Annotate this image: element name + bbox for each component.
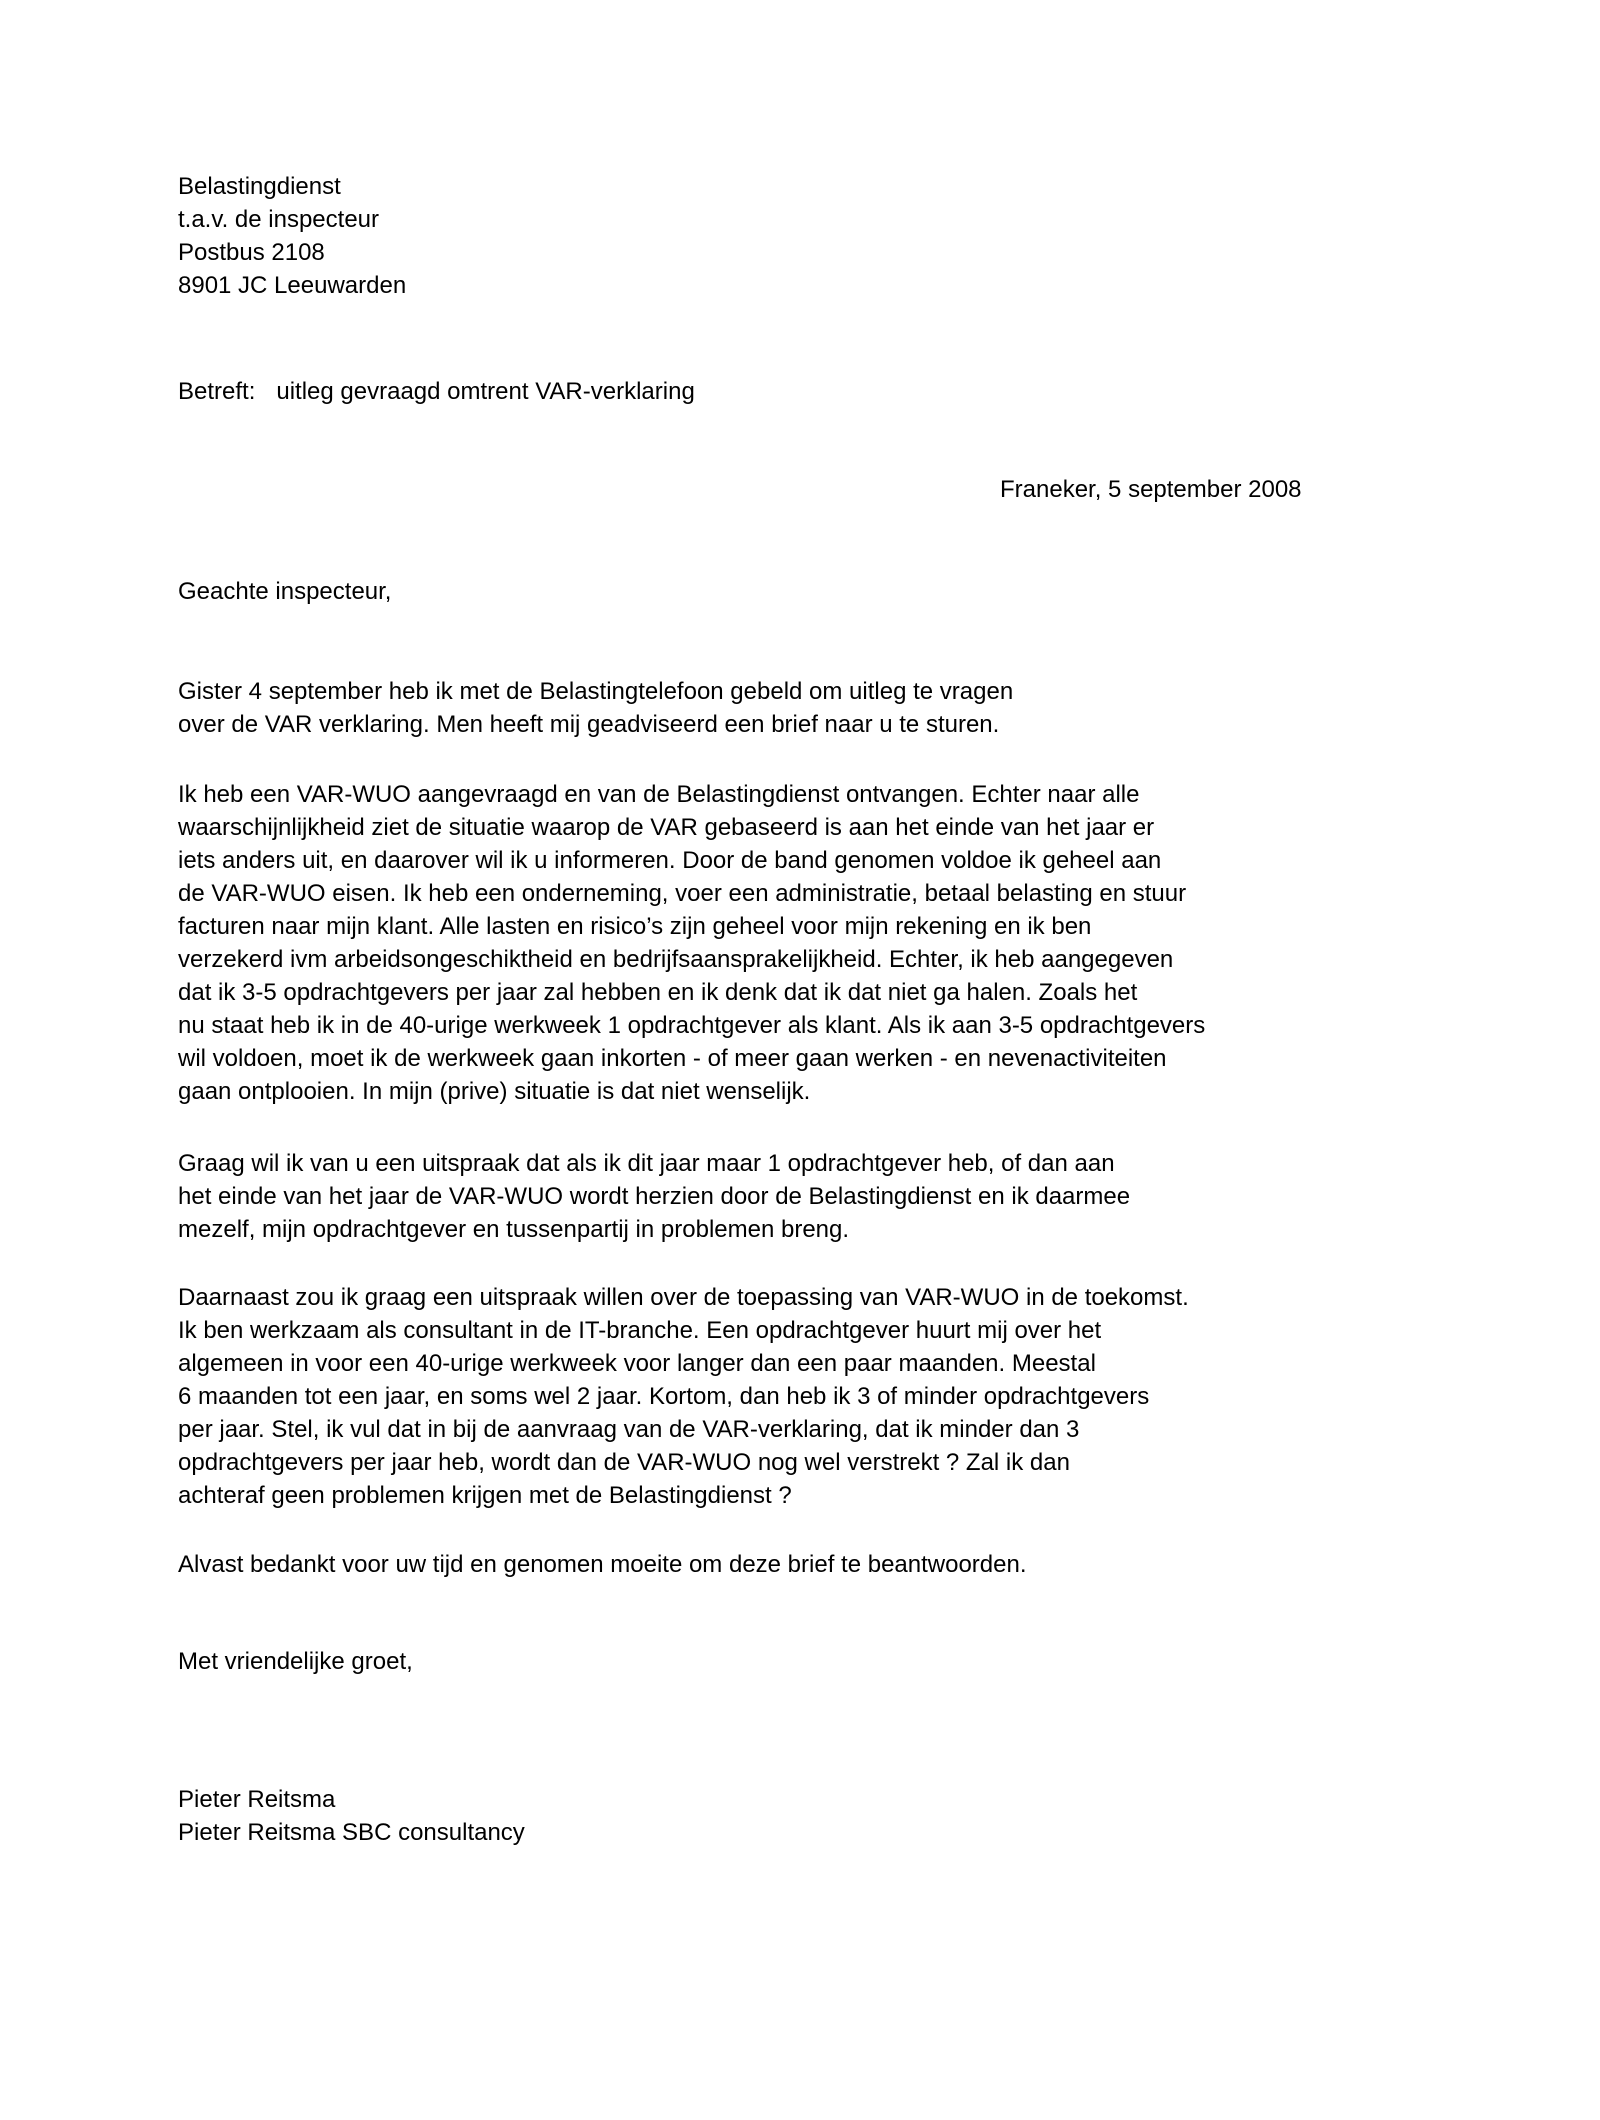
subject-line (178, 375, 1480, 408)
recipient-address-block: Belastingdienst t.a.v. de inspecteur Postbus 2108 8901 JC Leeuwarden (178, 173, 407, 299)
signature-block: Pieter Reitsma Pieter Reitsma SBC consultancy (178, 1786, 525, 1846)
subject-text: uitleg gevraagd omtrent VAR-verklaring (276, 378, 695, 405)
salutation: Geachte inspecteur, (178, 578, 392, 605)
paragraph-future-application: Daarnaast zou ik graag een uitspraak willen over de toepassing van VAR-WUO in de toekomst. Ik ben werkzaam als consultant in de IT-branche. Een opdrachtgever huurt mij over het algemeen in voor een 40-urige werkweek voor langer dan een paar maanden. Meestal 6 maanden tot een jaar, en soms wel 2 jaar. Kortom, dan heb ik 3 of minder opdrachtgevers per jaar. Stel, ik vul dat in bij de aanvraag van de VAR-verklaring, dat ik minder dan 3 opdrachtgevers per jaar heb, wordt dan de VAR-WUO nog wel verstrekt ? Zal ik dan achteraf geen problemen krijgen met de Belastingdienst ? (178, 1284, 1189, 1509)
paragraph-thanks: Alvast bedankt voor uw tijd en genomen moeite om deze brief te beantwoorden. (178, 1551, 1027, 1578)
paragraph-var-wuo-situation: Ik heb een VAR-WUO aangevraagd en van de Belastingdienst ontvangen. Echter naar alle waarschijnlijkheid ziet de situatie waarop de VAR gebaseerd is aan het einde van het jaar er iets anders uit, en daarover wil ik u informeren. Door de band genomen voldoe ik geheel aan de VAR-WUO eisen. Ik heb een onderneming, voer een administratie, betaal belasting en stuur facturen naar mijn klant. Alle lasten en risico’s zijn geheel voor mijn rekening en ik ben verzekerd ivm arbeidsongeschiktheid en bedrijfsaansprakelijkheid. Echter, ik heb aangegeven dat ik 3-5 opdrachtgevers per jaar zal hebben en ik denk dat ik dat niet ga halen. Zoals het nu staat heb ik in de 40-urige werkweek 1 opdrachtgever als klant. Als ik aan 3-5 opdrachtgevers wil voldoen, moet ik de werkweek gaan inkorten - of meer gaan werken - en nevenactiviteiten gaan ontplooien. In mijn (prive) situatie is dat niet wenselijk. (178, 781, 1206, 1105)
subject-label: Betreft: (178, 378, 256, 405)
paragraph-intro-phone-call: Gister 4 september heb ik met de Belastingtelefoon gebeld om uitleg te vragen over de VAR verklaring. Men heeft mij geadviseerd een brief naar u te sturen. (178, 678, 1014, 738)
paragraph-request-ruling: Graag wil ik van u een uitspraak dat als ik dit jaar maar 1 opdrachtgever heb, of dan aan het einde van het jaar de VAR-WUO wordt herzien door de Belastingdienst en ik daarmee mezelf, mijn opdrachtgever en tussenpartij in problemen breng. (178, 1150, 1131, 1243)
place-and-date-line: Franeker, 5 september 2008 (1000, 476, 1302, 503)
closing-salutation: Met vriendelijke groet, (178, 1648, 413, 1675)
